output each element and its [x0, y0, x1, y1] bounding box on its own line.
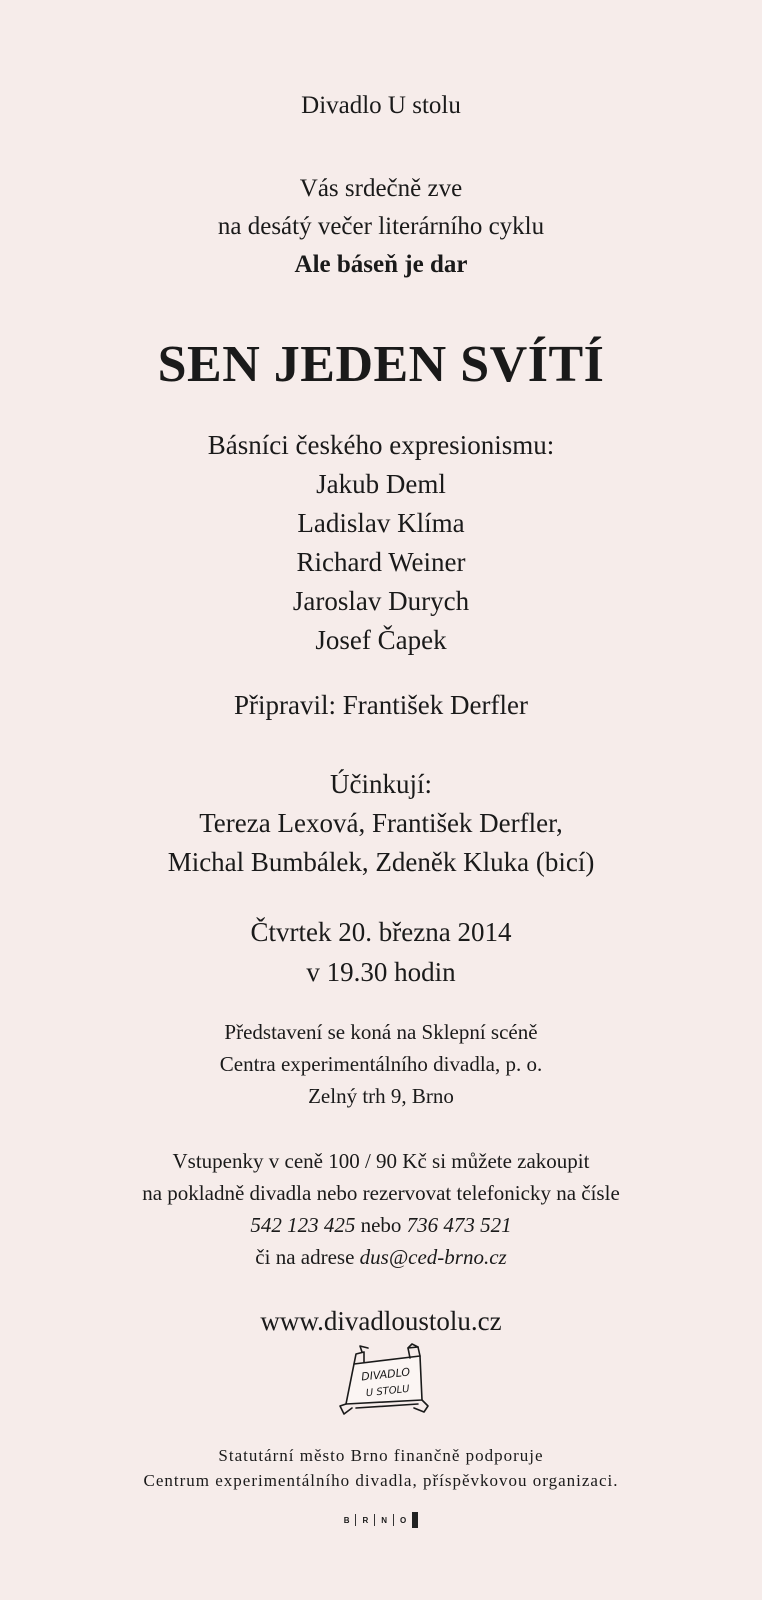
tickets-line-2: na pokladně divadla nebo rezervovat telefonicky na čísle: [142, 1181, 620, 1205]
brno-logo: [0, 1512, 762, 1528]
phone-number-1[interactable]: 542 123 425: [250, 1213, 356, 1237]
email-link[interactable]: dus@ced-brno.cz: [359, 1245, 507, 1269]
brno-bar: [374, 1514, 375, 1526]
cast-heading: Účinkují:: [330, 769, 432, 799]
brno-letter: O: [400, 1515, 407, 1525]
prepared-by: Připravil: František Derfler: [234, 690, 528, 720]
poet-name: Jaroslav Durych: [292, 586, 470, 616]
phone-separator: nebo: [360, 1213, 402, 1237]
cast-block: [0, 765, 762, 882]
brno-letter: N: [381, 1515, 388, 1525]
logo-text-1: DIVADLO: [360, 1365, 411, 1384]
poets-heading: Básníci českého expresionismu:: [207, 430, 555, 460]
venue-address: Zelný trh 9, Brno: [308, 1084, 454, 1108]
tickets-line-1: Vstupenky v ceně 100 / 90 Kč si můžete zakoupit: [172, 1149, 590, 1173]
theatre-logo: [334, 1342, 434, 1422]
brno-letter: B: [343, 1515, 350, 1525]
poet-name: Josef Čapek: [315, 625, 447, 655]
tickets-email-line: [0, 1241, 762, 1273]
logo-text-2: U STOLU: [365, 1383, 411, 1400]
cast-line-1: Tereza Lexová, František Derfler,: [199, 808, 563, 838]
event-date: Čtvrtek 20. března 2014: [250, 917, 512, 947]
invite-line-1: Vás srdečně zve: [299, 175, 463, 202]
series-name: Ale báseň je dar: [294, 251, 468, 278]
event-title: SEN JEDEN SVÍTÍ: [157, 336, 605, 393]
phone-number-2[interactable]: 736 473 521: [406, 1213, 512, 1237]
venue-line-1: Představení se koná na Sklepní scéně: [224, 1020, 538, 1044]
invite-block: [0, 170, 762, 284]
tickets-block: [0, 1145, 762, 1273]
website-link[interactable]: www.divadloustolu.cz: [260, 1306, 502, 1336]
poet-name: Richard Weiner: [296, 547, 466, 577]
brno-bar-thick: [412, 1512, 418, 1528]
email-prefix: či na adrese: [255, 1245, 355, 1269]
event-time: v 19.30 hodin: [306, 957, 456, 987]
venue-block: [0, 1016, 762, 1112]
date-block: [0, 912, 762, 992]
poet-name: Ladislav Klíma: [297, 508, 465, 538]
venue-line-2: Centra experimentálního divadla, p. o.: [219, 1052, 543, 1076]
organizer-name: Divadlo U stolu: [301, 92, 461, 119]
tickets-phones: [0, 1209, 762, 1241]
brno-bar: [355, 1514, 356, 1526]
invite-line-2: na desátý večer literárního cyklu: [217, 213, 545, 240]
poet-name: Jakub Deml: [316, 469, 446, 499]
support-line-2: Centrum experimentálního divadla, příspěvkovou organizaci.: [143, 1471, 619, 1490]
poets-block: [0, 426, 762, 660]
support-block: [0, 1443, 762, 1493]
brno-letter: R: [362, 1515, 369, 1525]
brno-bar: [393, 1514, 394, 1526]
cast-line-2: Michal Bumbálek, Zdeněk Kluka (bicí): [167, 847, 595, 877]
support-line-1: Statutární město Brno finančně podporuje: [218, 1446, 544, 1465]
